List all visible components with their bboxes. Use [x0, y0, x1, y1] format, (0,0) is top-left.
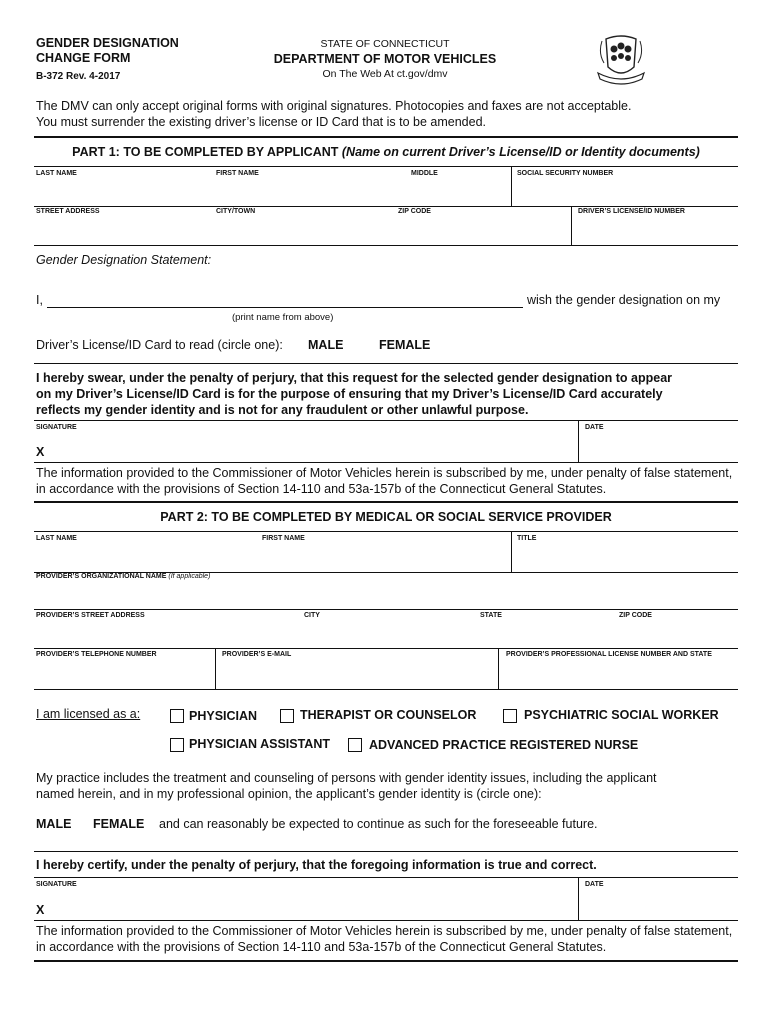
- divider: [34, 363, 738, 364]
- intro-line-2: You must surrender the existing driver’s license or ID Card that is to be amended.: [36, 115, 486, 129]
- label-provider-last-name: LAST NAME: [36, 535, 77, 542]
- physician-checkbox[interactable]: [170, 709, 184, 723]
- part1-title-text: PART 1: TO BE COMPLETED BY APPLICANT: [72, 145, 339, 159]
- divider: [34, 877, 738, 878]
- continue-text: and can reasonably be expected to continue as such for the foreseeable future.: [159, 817, 598, 831]
- provider-certify: I hereby certify, under the penalty of perjury, that the foregoing information is true and correct.: [36, 858, 597, 872]
- practice-line-2: named herein, and in my professional opinion, the applicant’s gender identity is (circle one):: [36, 787, 542, 801]
- provider-notice-line-1: The information provided to the Commissioner of Motor Vehicles herein is subscribed by me, under penalty of false statement,: [36, 924, 733, 938]
- department-name: DEPARTMENT OF MOTOR VEHICLES: [273, 52, 497, 66]
- psych-social-checkbox[interactable]: [503, 709, 517, 723]
- form-title-line-1: GENDER DESIGNATION: [36, 36, 179, 50]
- label-provider-phone: PROVIDER’S TELEPHONE NUMBER: [36, 651, 157, 658]
- divider: [34, 920, 738, 921]
- form-title-line-2: CHANGE FORM: [36, 51, 131, 65]
- divider: [34, 689, 738, 690]
- divider: [34, 501, 738, 503]
- provider-signature-x: X: [36, 903, 45, 917]
- applicant-oath: [36, 370, 672, 418]
- wish-text: wish the gender designation on my: [527, 293, 721, 307]
- label-provider-org-text: PROVIDER’S ORGANIZATIONAL NAME: [36, 573, 167, 580]
- divider: [34, 206, 738, 207]
- state-seal-icon: [596, 33, 646, 87]
- label-provider-signature: SIGNATURE: [36, 881, 77, 888]
- label-first-name: FIRST NAME: [216, 170, 259, 177]
- intro-line-1: The DMV can only accept original forms with original signatures. Photocopies and faxes are not acceptable.: [36, 99, 632, 113]
- part1-title: [34, 145, 738, 159]
- label-license-number: DRIVER’S LICENSE/ID NUMBER: [578, 208, 685, 215]
- label-provider-date: DATE: [585, 881, 604, 888]
- notice-line-1: The information provided to the Commissioner of Motor Vehicles herein is subscribed by me, under penalty of false statement,: [36, 466, 733, 480]
- part1-title-note: (Name on current Driver’s License/ID or Identity documents): [341, 145, 700, 159]
- divider: [34, 531, 738, 532]
- divider: [34, 166, 738, 167]
- physician-assistant-label: PHYSICIAN ASSISTANT: [189, 737, 330, 751]
- label-signature: SIGNATURE: [36, 424, 77, 431]
- provider-org-field[interactable]: [36, 584, 736, 608]
- provider-notice-line-2: in accordance with the provisions of Section 14-110 and 53a-157b of the Connecticut General Statutes.: [36, 940, 607, 954]
- therapist-label: THERAPIST OR COUNSELOR: [300, 708, 477, 722]
- label-provider-state: STATE: [480, 612, 502, 619]
- print-name-hint: (print name from above): [232, 312, 334, 323]
- provider-option-female[interactable]: FEMALE: [93, 817, 145, 831]
- address-field[interactable]: [36, 218, 566, 244]
- statement-heading: Gender Designation Statement:: [36, 253, 212, 267]
- label-provider-org: [36, 573, 210, 580]
- provider-date-field[interactable]: [582, 891, 735, 918]
- ssn-field[interactable]: [515, 180, 735, 204]
- divider: [34, 245, 738, 246]
- divider: [578, 420, 579, 462]
- label-provider-street: PROVIDER’S STREET ADDRESS: [36, 612, 145, 619]
- part2-notice: [36, 923, 732, 955]
- part1-notice: [36, 465, 732, 497]
- oath-line-3: reflects my gender identity and is not for any fraudulent or other unlawful purpose.: [36, 403, 529, 417]
- divider: [498, 648, 499, 689]
- provider-title-field[interactable]: [515, 545, 735, 569]
- provider-signature-field[interactable]: [50, 891, 572, 918]
- physician-assistant-checkbox[interactable]: [170, 738, 184, 752]
- circle-one-text: Driver’s License/ID Card to read (circle one):: [36, 338, 283, 352]
- label-zip: ZIP CODE: [398, 208, 431, 215]
- label-provider-title: TITLE: [517, 535, 537, 542]
- divider: [571, 206, 572, 246]
- divider: [511, 166, 512, 206]
- label-last-name: LAST NAME: [36, 170, 77, 177]
- practice-line-1: My practice includes the treatment and counseling of persons with gender identity issues, including the applicant: [36, 771, 657, 785]
- signature-x: X: [36, 445, 45, 459]
- provider-email-field[interactable]: [219, 661, 494, 687]
- licensed-as-label: I am licensed as a:: [36, 707, 141, 721]
- physician-label: PHYSICIAN: [189, 709, 258, 723]
- license-number-field[interactable]: [575, 218, 735, 244]
- option-male[interactable]: MALE: [308, 338, 344, 352]
- label-date: DATE: [585, 424, 604, 431]
- label-ssn: SOCIAL SECURITY NUMBER: [517, 170, 614, 177]
- divider: [511, 531, 512, 572]
- divider: [34, 648, 738, 649]
- agency-header: [270, 38, 500, 80]
- aprn-label: ADVANCED PRACTICE REGISTERED NURSE: [369, 738, 639, 752]
- practice-text: [36, 770, 657, 802]
- provider-name-field[interactable]: [36, 545, 506, 569]
- label-provider-city: CITY: [304, 612, 320, 619]
- label-provider-first-name: FIRST NAME: [262, 535, 305, 542]
- provider-option-male[interactable]: MALE: [36, 817, 72, 831]
- notice-line-2: in accordance with the provisions of Section 14-110 and 53a-157b of the Connecticut General Statutes.: [36, 482, 607, 496]
- divider: [34, 462, 738, 463]
- divider: [34, 851, 738, 852]
- option-female[interactable]: FEMALE: [379, 338, 431, 352]
- part2-title: PART 2: TO BE COMPLETED BY MEDICAL OR SOCIAL SERVICE PROVIDER: [160, 510, 612, 524]
- divider: [34, 420, 738, 421]
- provider-phone-field[interactable]: [36, 661, 211, 687]
- label-city-town: CITY/TOWN: [216, 208, 256, 215]
- label-provider-zip: ZIP CODE: [619, 612, 652, 619]
- i-prefix: I,: [36, 293, 43, 307]
- label-provider-org-note: (If applicable): [168, 573, 211, 580]
- divider: [578, 877, 579, 920]
- oath-line-1: I hereby swear, under the penalty of perjury, that this request for the selected gender designation to appear: [36, 371, 673, 385]
- applicant-name-field[interactable]: [36, 180, 506, 204]
- provider-address-field[interactable]: [36, 622, 736, 646]
- therapist-checkbox[interactable]: [280, 709, 294, 723]
- label-middle: MIDDLE: [411, 170, 438, 177]
- form-number: B-372 Rev. 4-2017: [36, 71, 121, 82]
- divider: [34, 609, 738, 610]
- print-name-field[interactable]: [47, 294, 523, 308]
- divider: [34, 136, 738, 138]
- intro-text: [36, 98, 631, 130]
- aprn-checkbox[interactable]: [348, 738, 362, 752]
- oath-line-2: on my Driver’s License/ID Card is for the purpose of ensuring that my Driver’s License/ID Card accurately: [36, 387, 663, 401]
- psych-social-label: PSYCHIATRIC SOCIAL WORKER: [524, 708, 719, 722]
- form-title: [36, 36, 179, 84]
- label-street-address: STREET ADDRESS: [36, 208, 100, 215]
- provider-license-field[interactable]: [502, 661, 735, 687]
- divider: [215, 648, 216, 689]
- label-provider-email: PROVIDER’S E-MAIL: [222, 651, 292, 658]
- website-text: On The Web At ct.gov/dmv: [322, 68, 448, 80]
- label-provider-license: PROVIDER’S PROFESSIONAL LICENSE NUMBER AND STATE: [506, 651, 712, 658]
- applicant-date-field[interactable]: [582, 434, 735, 460]
- applicant-signature-field[interactable]: [50, 434, 572, 460]
- divider: [34, 960, 738, 962]
- state-name: STATE OF CONNECTICUT: [320, 38, 450, 50]
